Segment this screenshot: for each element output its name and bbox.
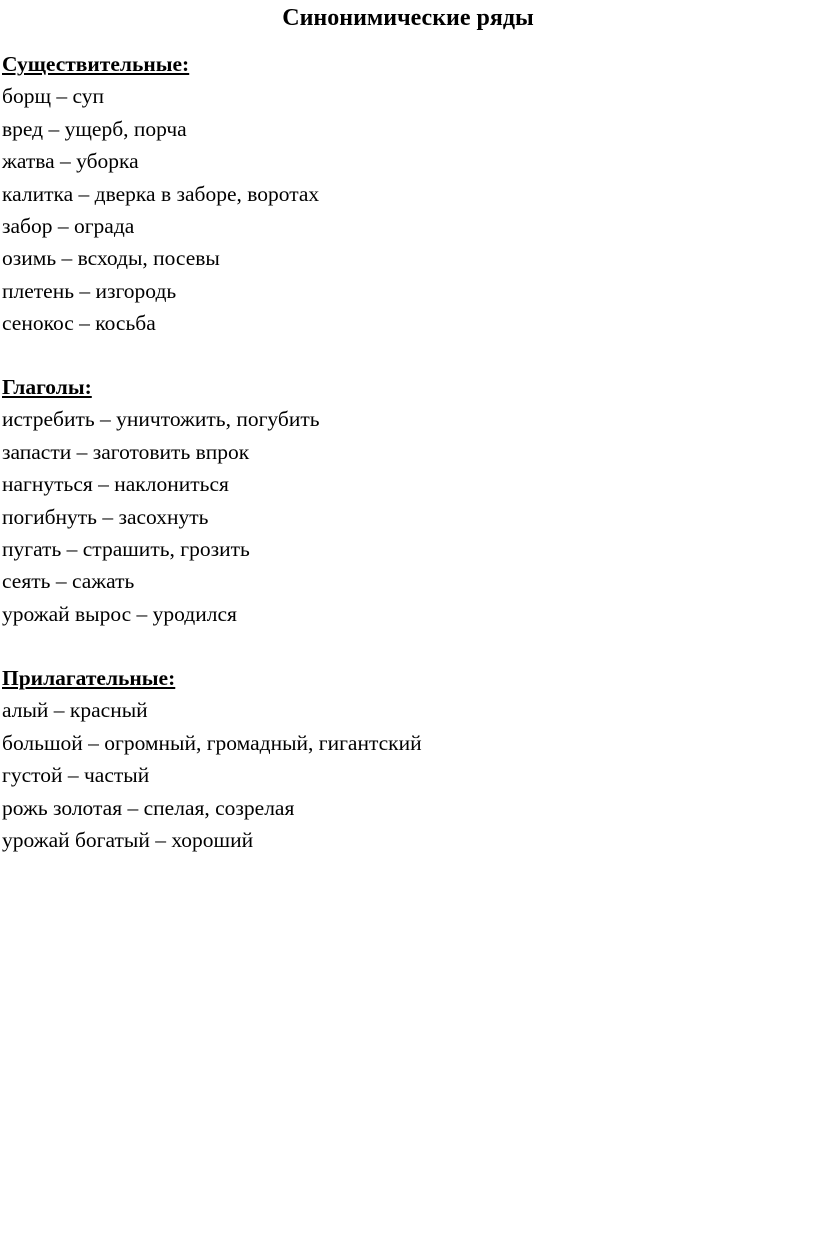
section-heading-adjectives: Прилагательные: [2, 666, 176, 690]
list-item: плетень – изгородь [2, 278, 177, 303]
list-item: забор – ограда [2, 214, 135, 239]
nouns-list [2, 80, 319, 339]
adjectives-list [2, 694, 422, 856]
list-item: рожь золотая – спелая, созрелая [2, 795, 295, 820]
list-item: урожай богатый – хороший [2, 828, 254, 853]
list-item: озимь – всходы, посевы [2, 246, 220, 271]
list-item: урожай вырос – уродился [2, 601, 237, 626]
list-item: калитка – дверка в заборе, воротах [2, 181, 320, 206]
section-verbs [2, 371, 320, 630]
section-adjectives [2, 662, 422, 856]
list-item: пугать – страшить, грозить [2, 537, 250, 562]
list-item: погибнуть – засохнуть [2, 504, 209, 529]
section-heading-nouns: Существительные: [2, 52, 190, 76]
list-item: большой – огромный, громадный, гигантский [2, 730, 422, 755]
list-item: сенокос – косьба [2, 311, 156, 336]
list-item: борщ – суп [2, 84, 105, 109]
list-item: сеять – сажать [2, 569, 135, 594]
list-item: истребить – уничтожить, погубить [2, 407, 320, 432]
section-nouns [2, 48, 319, 340]
list-item: запасти – заготовить впрок [2, 439, 250, 464]
list-item: густой – частый [2, 763, 150, 788]
document-title: Синонимические ряды [282, 5, 534, 31]
section-heading-verbs: Глаголы: [2, 375, 92, 399]
verbs-list [2, 403, 320, 630]
list-item: нагнуться – наклониться [2, 472, 229, 497]
list-item: вред – ущерб, порча [2, 116, 187, 141]
list-item: жатва – уборка [2, 149, 139, 174]
list-item: алый – красный [2, 698, 148, 723]
